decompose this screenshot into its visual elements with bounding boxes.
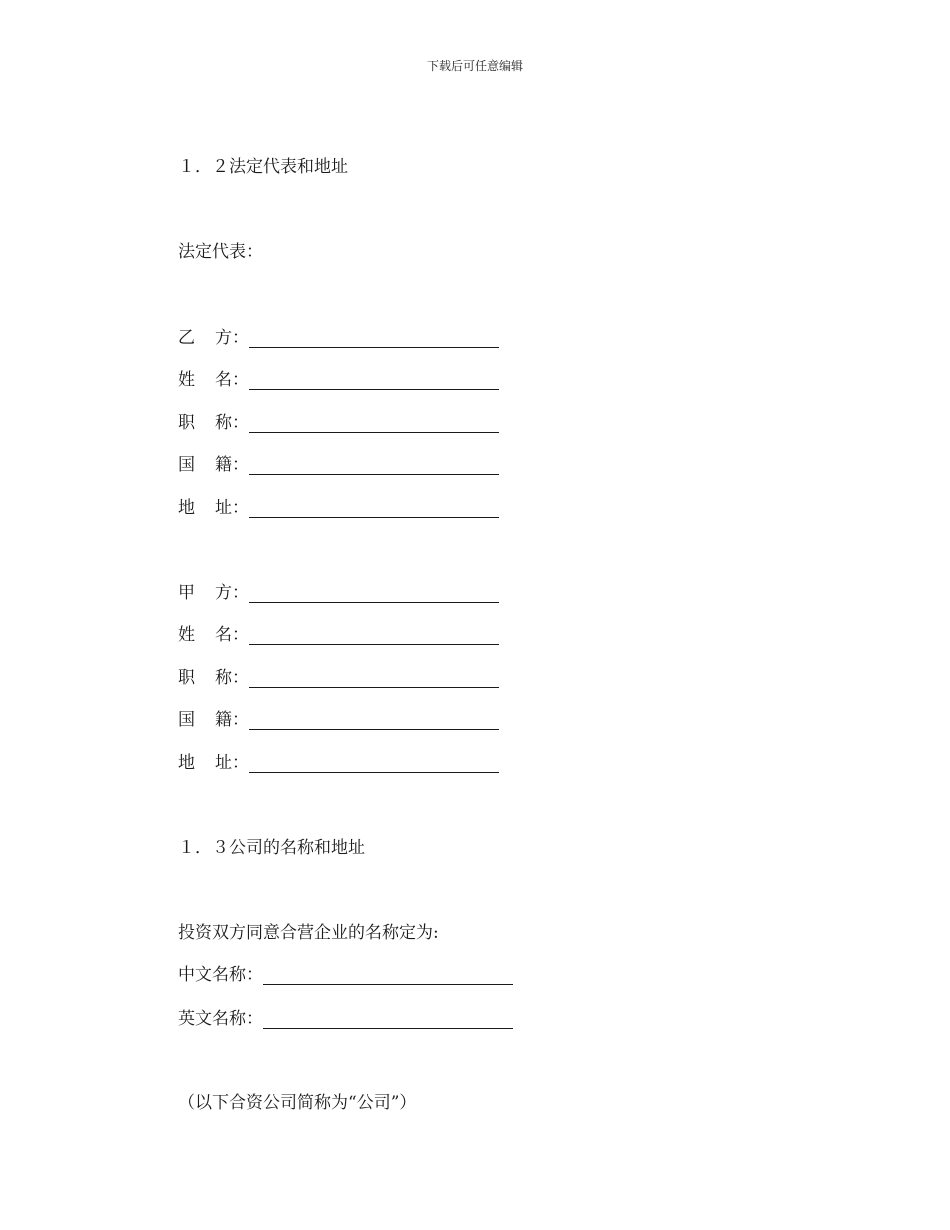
field-colon: ： [232,668,249,688]
party-b-nationality-field [178,455,499,475]
party-a-nationality-field [178,710,499,730]
field-label-char: 甲 [178,583,195,603]
chinese-name-label: 中文名称： [178,965,263,985]
legal-representative-label: 法定代表： [178,242,263,262]
party-a-title-blank[interactable] [249,671,499,688]
party-a-field [178,583,499,603]
field-label-char: 址 [215,498,232,518]
field-colon: ： [232,413,249,433]
field-colon: ： [232,753,249,773]
english-name-field [178,1009,513,1029]
party-b-nationality-blank[interactable] [249,458,499,475]
field-label-char: 名 [215,370,232,390]
field-label-char: 姓 [178,370,195,390]
party-b-address-field [178,498,499,518]
field-colon: ： [232,710,249,730]
section-heading-1-2: １．２法定代表和地址 [178,157,348,177]
header-note: 下载后可任意编辑 [426,59,523,73]
field-colon: ： [232,625,249,645]
field-label-char: 方 [215,583,232,603]
field-label-char: 地 [178,753,195,773]
field-label-char: 地 [178,498,195,518]
field-label-char: 姓 [178,625,195,645]
field-colon: ： [232,328,249,348]
field-colon: ： [232,370,249,390]
english-name-blank[interactable] [263,1012,513,1029]
field-label-char: 职 [178,413,195,433]
party-a-nationality-blank[interactable] [249,713,499,730]
party-b-title-blank[interactable] [249,416,499,433]
field-colon: ： [232,583,249,603]
field-colon: ： [232,455,249,475]
party-a-name-blank[interactable] [249,628,499,645]
field-label-char: 籍 [215,455,232,475]
party-a-title-field [178,668,499,688]
company-name-intro: 投资双方同意合营企业的名称定为: [178,923,439,943]
field-label-char: 国 [178,710,195,730]
party-b-address-blank[interactable] [249,501,499,518]
party-b-title-field [178,413,499,433]
section-heading-1-3: １．３公司的名称和地址 [178,838,365,858]
english-name-label: 英文名称： [178,1009,263,1029]
field-colon: ： [232,498,249,518]
field-label-char: 称 [215,413,232,433]
field-label-char: 乙 [178,328,195,348]
field-label-char: 址 [215,753,232,773]
party-b-field [178,328,499,348]
field-label-char: 名 [215,625,232,645]
chinese-name-field [178,965,513,985]
field-label-char: 方 [215,328,232,348]
field-label-char: 称 [215,668,232,688]
party-b-name-blank[interactable] [249,373,499,390]
field-label-char: 籍 [215,710,232,730]
chinese-name-blank[interactable] [263,968,513,985]
party-a-name-field [178,625,499,645]
party-a-address-blank[interactable] [249,756,499,773]
field-label-char: 职 [178,668,195,688]
party-b-blank[interactable] [249,331,499,348]
company-abbreviation-note: （以下合资公司简称为“公司”） [178,1093,417,1113]
party-b-name-field [178,370,499,390]
party-a-address-field [178,753,499,773]
field-label-char: 国 [178,455,195,475]
party-a-blank[interactable] [249,586,499,603]
